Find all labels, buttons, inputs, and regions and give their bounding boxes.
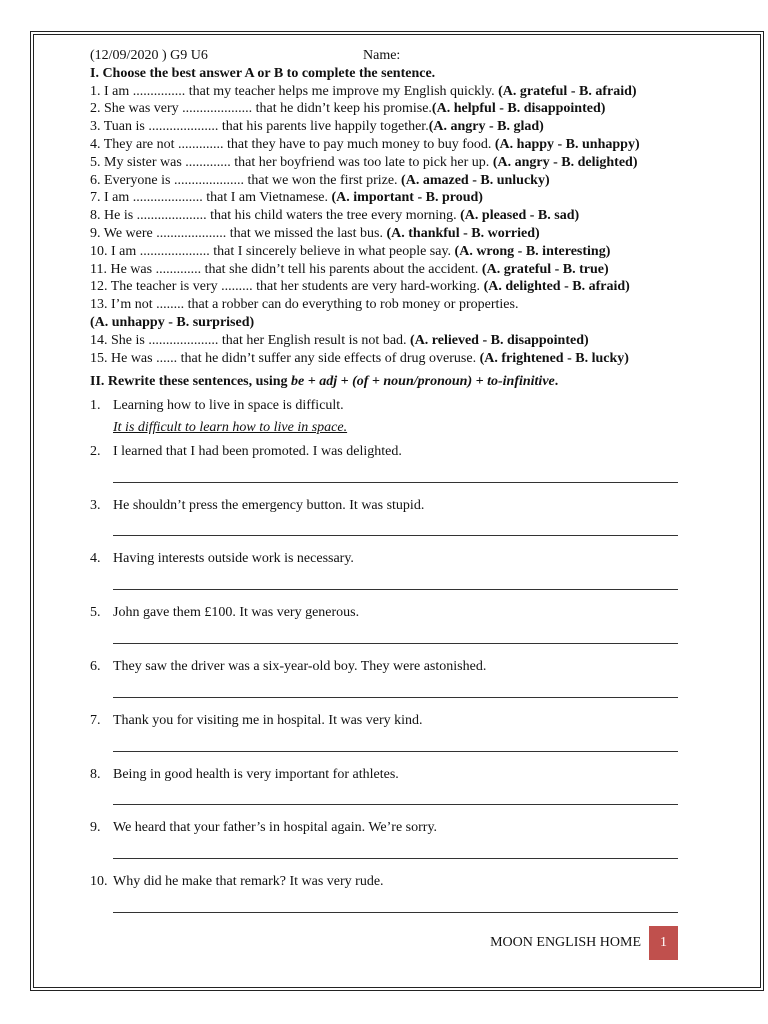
page-footer	[470, 926, 678, 960]
part2-item: 10. Why did he make that remark? It was very rude.	[90, 873, 678, 913]
part1-item: 6. Everyone is .................... that we won the first prize. (A. amazed - B. unlucky)	[90, 172, 550, 188]
part1-item: 11. He was ............. that she didn’t tell his parents about the accident. (A. grateful - B. true)	[90, 261, 609, 277]
answer-line[interactable]	[113, 534, 678, 536]
answer-line[interactable]	[113, 481, 678, 483]
part2-item: 7. Thank you for visiting me in hospital. It was very kind.	[90, 712, 678, 752]
page-number-badge: 1	[649, 926, 678, 960]
part1-item: 2. She was very .................... that he didn’t keep his promise.(A. helpful - B. disappointed)	[90, 101, 606, 117]
part2-item: 2. I learned that I had been promoted. I was delighted.	[90, 443, 678, 483]
part2-item: 3. He shouldn’t press the emergency button. It was stupid.	[90, 497, 678, 537]
part1-item: 13. I’m not ........ that a robber can do everything to rob money or properties.	[90, 297, 519, 313]
part1-title: I. Choose the best answer A or B to complete the sentence.	[90, 65, 436, 81]
example-answer: It is difficult to learn how to live in space.	[113, 419, 348, 435]
part1-item-options: (A. unhappy - B. surprised)	[90, 314, 255, 330]
part2-item: 9. We heard that your father’s in hospital again. We’re sorry.	[90, 819, 678, 859]
part2-formula: be + adj + (of + noun/pronoun) + to-infinitive	[291, 374, 555, 390]
answer-line[interactable]	[113, 642, 678, 644]
part1-item: 9. We were .................... that we missed the last bus. (A. thankful - B. worried)	[90, 225, 540, 241]
answer-line[interactable]	[113, 696, 678, 698]
name-label: Name:	[363, 48, 401, 63]
answer-line[interactable]	[113, 803, 678, 805]
part1-item: 1. I am ............... that my teacher helps me improve my English quickly. (A. grateful - B. afraid)	[90, 83, 637, 99]
part2-title: II. Rewrite these sentences, using be + adj + (of + noun/pronoun) + to-infinitive.	[90, 374, 559, 390]
footer-brand: MOON ENGLISH HOME	[490, 935, 641, 950]
part1-item: 12. The teacher is very ......... that her students are very hard-working. (A. delighted - B. afraid)	[90, 279, 630, 295]
part1-item: 5. My sister was ............. that her boyfriend was too late to pick her up. (A. angry - B. delighted)	[90, 154, 638, 170]
part1-item: 10. I am .................... that I sincerely believe in what people say. (A. wrong - B. interesting)	[90, 243, 611, 259]
part1-item: 3. Tuan is .................... that his parents live happily together.(A. angry - B. glad)	[90, 119, 544, 135]
answer-line[interactable]	[113, 911, 678, 913]
part1-item: 15. He was ...... that he didn’t suffer any side effects of drug overuse. (A. frightened - B. lucky)	[90, 350, 629, 366]
answer-line[interactable]	[113, 750, 678, 752]
part2-item: 8. Being in good health is very important for athletes.	[90, 766, 678, 806]
part1-item: 8. He is .................... that his child waters the tree every morning. (A. pleased - B. sad)	[90, 208, 580, 224]
part2-item: 4. Having interests outside work is necessary.	[90, 550, 678, 590]
part1-item: 7. I am .................... that I am Vietnamese. (A. important - B. proud)	[90, 190, 483, 206]
part1-items	[90, 83, 678, 368]
part2-item: 1. Learning how to live in space is difficult. It is difficult to learn how to live in space.	[90, 397, 678, 437]
worksheet-content	[90, 47, 678, 927]
date-code: (12/09/2020 ) G9 U6	[90, 48, 208, 63]
part1-item: 14. She is .................... that her English result is not bad. (A. relieved - B. disappointed)	[90, 332, 589, 348]
worksheet-header	[90, 47, 678, 65]
answer-line[interactable]	[113, 588, 678, 590]
part2-item: 5. John gave them £100. It was very generous.	[90, 604, 678, 644]
part1-item: 4. They are not ............. that they have to pay much money to buy food. (A. happy - B. unhappy)	[90, 136, 640, 152]
part2-item: 6. They saw the driver was a six-year-old boy. They were astonished.	[90, 658, 678, 698]
answer-line[interactable]	[113, 857, 678, 859]
